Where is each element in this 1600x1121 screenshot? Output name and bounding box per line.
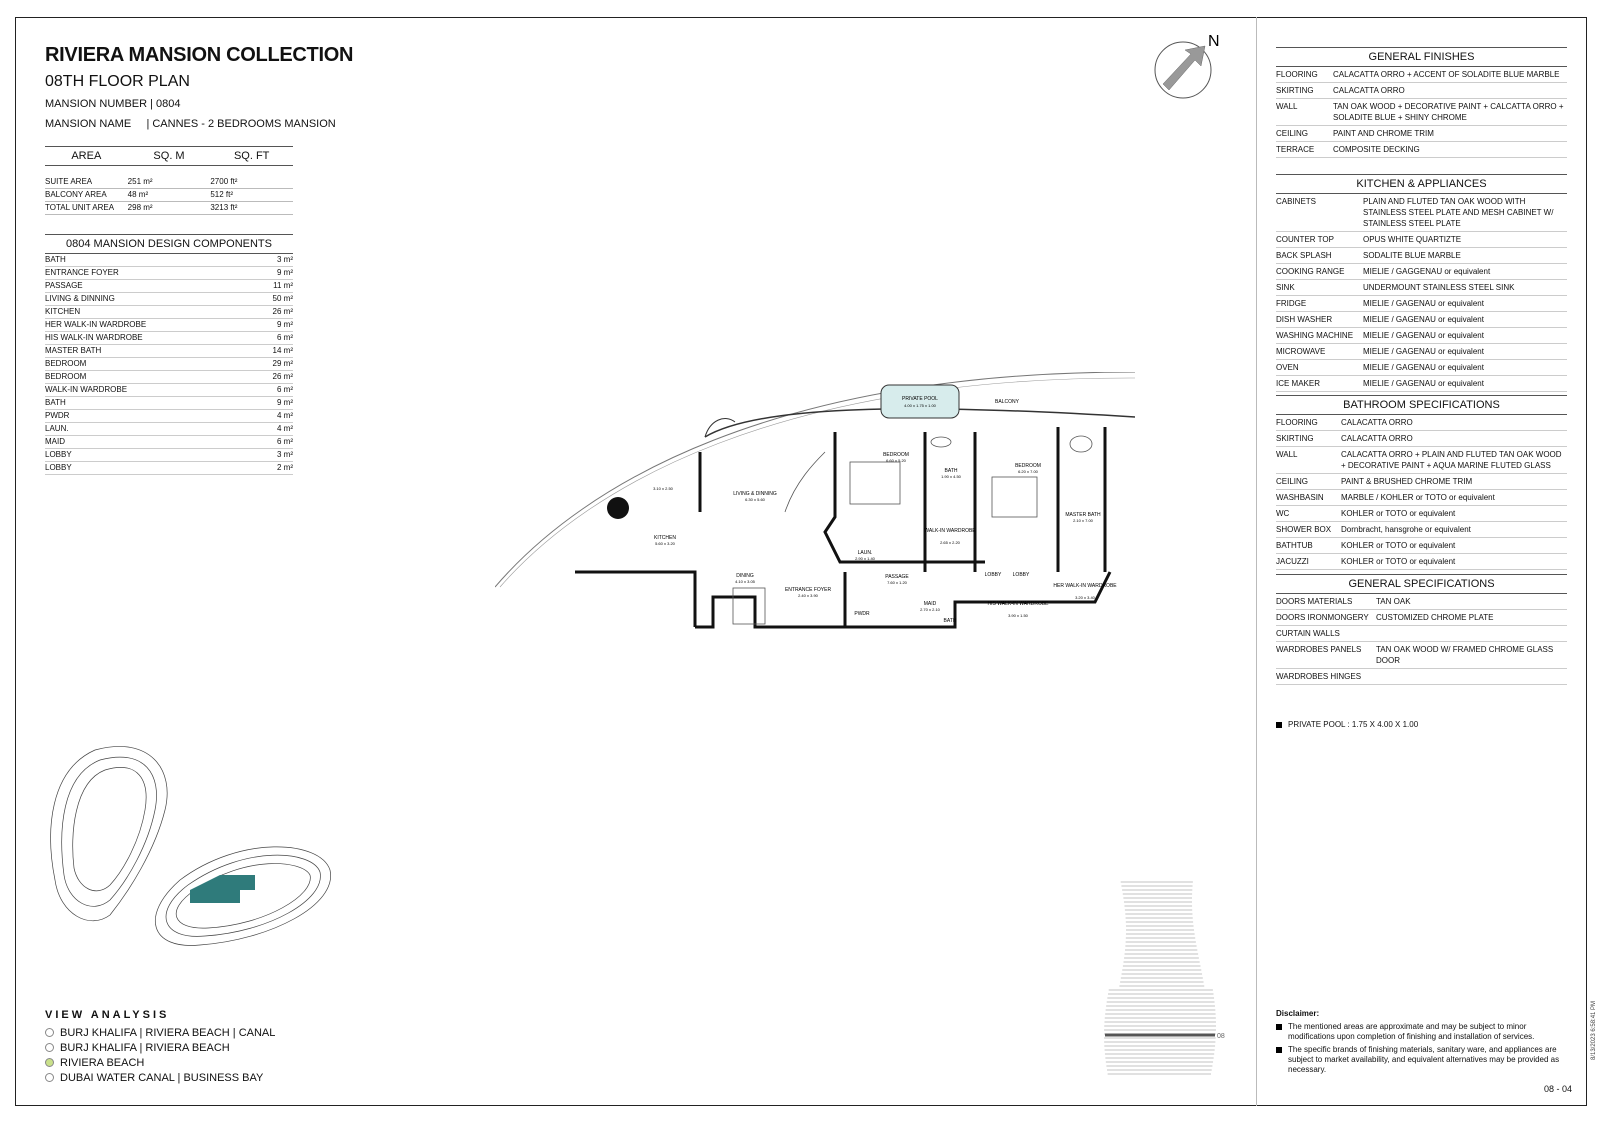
- spec-value: UNDERMOUNT STAINLESS STEEL SINK: [1363, 283, 1515, 292]
- room-dims: 2.65 x 2.20: [940, 540, 960, 545]
- spec-value: MIELIE / GAGGENAU or equivalent: [1363, 267, 1491, 276]
- component-value: 2 m²: [277, 463, 293, 472]
- spec-key: CEILING: [1276, 129, 1309, 138]
- spec-value: CALACATTA ORRO: [1341, 434, 1413, 443]
- tower-elevation: [1100, 878, 1230, 1083]
- row-label: BALCONY AREA: [45, 190, 107, 199]
- spec-key: FRIDGE: [1276, 299, 1307, 308]
- spec-row: [1276, 376, 1567, 392]
- view-item-label: BURJ KHALIFA | RIVIERA BEACH: [60, 1041, 230, 1054]
- room-label: WALK-IN WARDROBE: [924, 528, 976, 534]
- spec-row: [1276, 490, 1567, 506]
- room-label: BEDROOM: [1015, 463, 1041, 469]
- disclaimer-text: The mentioned areas are approximate and may be subject to minor modifications upon completion of finishing and installation of services.: [1288, 1022, 1535, 1041]
- spec-key: OVEN: [1276, 363, 1299, 372]
- component-label: BATH: [45, 255, 66, 264]
- component-row: [45, 449, 293, 462]
- pool-label: PRIVATE POOL: [902, 396, 938, 402]
- component-row: [45, 267, 293, 280]
- component-row: [45, 384, 293, 397]
- component-row: [45, 306, 293, 319]
- spec-row: [1276, 431, 1567, 447]
- component-label: ENTRANCE FOYER: [45, 268, 119, 277]
- kitchen-appliances: [1276, 174, 1567, 392]
- component-label: LAUN.: [45, 424, 69, 433]
- balcony-hatch-edge: [500, 378, 1135, 587]
- spec-value: TAN OAK WOOD + DECORATIVE PAINT + CALCATTA ORRO + SOLADITE BLUE + SHINY CHROME: [1333, 102, 1564, 122]
- north-arrow-icon: [1153, 32, 1225, 104]
- table-row: [45, 202, 293, 215]
- disclaimer: [1276, 1009, 1561, 1078]
- spec-value: PAINT AND CHROME TRIM: [1333, 129, 1434, 138]
- pool-note-text: PRIVATE POOL : 1.75 X 4.00 X 1.00: [1288, 720, 1419, 729]
- spec-row: [1276, 232, 1567, 248]
- spec-row: [1276, 554, 1567, 570]
- spec-row: [1276, 522, 1567, 538]
- spec-key: FLOORING: [1276, 70, 1318, 79]
- room-label: LOBBY: [984, 572, 1002, 578]
- row-sqft: 512 ft²: [210, 190, 234, 199]
- components-rows: [45, 254, 293, 475]
- pool-dims: 4.00 x 1.75 x 1.00: [904, 403, 936, 408]
- disclaimer-item: [1276, 1045, 1561, 1075]
- room-dims: 3.10 x 2.50: [653, 486, 673, 491]
- spec-row: [1276, 506, 1567, 522]
- component-label: MASTER BATH: [45, 346, 102, 355]
- spec-row: [1276, 99, 1567, 126]
- spec-key: COUNTER TOP: [1276, 235, 1334, 244]
- spec-row: [1276, 248, 1567, 264]
- component-row: [45, 293, 293, 306]
- spec-row: [1276, 447, 1567, 474]
- row-sqft: 2700 ft²: [210, 177, 238, 186]
- spec-key: CABINETS: [1276, 197, 1317, 206]
- component-value: 26 m²: [272, 372, 293, 381]
- row-label: SUITE AREA: [45, 177, 93, 186]
- component-row: [45, 319, 293, 332]
- bullet-icon: [1276, 722, 1282, 728]
- room-dims: 2.10 x 7.00: [1073, 518, 1093, 523]
- living-sofa: [785, 452, 825, 512]
- spec-row: [1276, 360, 1567, 376]
- spec-value: MIELIE / GAGENAU or equivalent: [1363, 331, 1484, 340]
- spec-key: COOKING RANGE: [1276, 267, 1345, 276]
- spec-key: SKIRTING: [1276, 86, 1314, 95]
- component-row: [45, 358, 293, 371]
- view-item: [45, 1070, 275, 1085]
- component-value: 9 m²: [277, 268, 293, 277]
- spec-value: MIELIE / GAGENAU or equivalent: [1363, 363, 1484, 372]
- component-value: 9 m²: [277, 320, 293, 329]
- spec-row: [1276, 126, 1567, 142]
- room-label: ENTRANCE FOYER: [784, 587, 832, 593]
- component-label: BATH: [45, 398, 66, 407]
- room-dims: 2.40 x 3.90: [798, 593, 818, 598]
- view-analysis-title: VIEW ANALYSIS: [45, 1009, 170, 1021]
- page-title: RIVIERA MANSION COLLECTION: [45, 44, 354, 66]
- balcony-outer-edge: [495, 372, 1135, 587]
- component-value: 6 m²: [277, 437, 293, 446]
- spec-row: [1276, 669, 1567, 685]
- spec-value: CALACATTA ORRO: [1333, 86, 1405, 95]
- spec-key: SKIRTING: [1276, 434, 1314, 443]
- view-swatch-icon: [45, 1073, 54, 1082]
- component-value: 14 m²: [272, 346, 293, 355]
- spec-value: KOHLER or TOTO or equivalent: [1341, 541, 1456, 550]
- view-item: [45, 1040, 275, 1055]
- row-sqm: 48 m²: [127, 190, 149, 199]
- spec-row: [1276, 194, 1567, 232]
- component-row: [45, 462, 293, 475]
- component-row: [45, 397, 293, 410]
- room-label: KITCHEN: [654, 535, 676, 541]
- mansion-name: MANSION NAME | CANNES - 2 BEDROOMS MANSION: [45, 118, 336, 130]
- component-row: [45, 345, 293, 358]
- spec-key: DOORS MATERIALS: [1276, 597, 1353, 606]
- room-label: BEDROOM: [883, 452, 909, 458]
- spec-value: CALACATTA ORRO + ACCENT OF SOLADITE BLUE MARBLE: [1333, 70, 1560, 79]
- component-row: [45, 280, 293, 293]
- spec-value: KOHLER or TOTO or equivalent: [1341, 557, 1456, 566]
- spec-key: DOORS IRONMONGERY: [1276, 613, 1369, 622]
- component-label: BEDROOM: [45, 359, 87, 368]
- spec-row: [1276, 142, 1567, 158]
- component-label: HIS WALK-IN WARDROBE: [45, 333, 143, 342]
- spec-row: [1276, 328, 1567, 344]
- view-item: [45, 1025, 275, 1040]
- spec-key: WC: [1276, 509, 1290, 518]
- spec-row: [1276, 67, 1567, 83]
- general-finishes: [1276, 47, 1567, 158]
- spec-key: BATHTUB: [1276, 541, 1313, 550]
- spec-value: [1376, 671, 1567, 682]
- spec-value: MARBLE / KOHLER or TOTO or equivalent: [1341, 493, 1495, 502]
- component-label: PASSAGE: [45, 281, 83, 290]
- bullet-icon: [1276, 1047, 1282, 1053]
- view-item-label: DUBAI WATER CANAL | BUSINESS BAY: [60, 1071, 264, 1084]
- component-label: LIVING & DINNING: [45, 294, 115, 303]
- bullet-icon: [1276, 1024, 1282, 1030]
- spec-row: [1276, 83, 1567, 99]
- room-dims: 2.90 x 1.40: [855, 556, 875, 561]
- component-value: 9 m²: [277, 398, 293, 407]
- row-sqm: 298 m²: [127, 203, 153, 212]
- room-label: LOBBY: [1012, 572, 1030, 578]
- area-table-header: [45, 146, 293, 166]
- column-divider: [1256, 17, 1257, 1106]
- component-value: 29 m²: [272, 359, 293, 368]
- component-value: 3 m²: [277, 450, 293, 459]
- component-row: [45, 410, 293, 423]
- spec-key: WASHING MACHINE: [1276, 331, 1354, 340]
- room-dims: 6.20 x 7.00: [1018, 469, 1038, 474]
- floor-plan-subtitle: 08TH FLOOR PLAN: [45, 73, 190, 90]
- spec-value: CALACATTA ORRO + PLAIN AND FLUTED TAN OAK WOOD + DECORATIVE PAINT + AQUA MARINE FLUTED GLASS: [1341, 450, 1562, 470]
- compass-label: N: [1208, 33, 1220, 50]
- spec-value: MIELIE / GAGENAU or equivalent: [1363, 299, 1484, 308]
- bathroom-specifications: [1276, 395, 1567, 570]
- spec-row: [1276, 626, 1567, 642]
- component-row: [45, 371, 293, 384]
- room-label: PWDR: [854, 611, 870, 617]
- room-label: MAID: [923, 601, 937, 607]
- component-label: MAID: [45, 437, 65, 446]
- view-swatch-icon: [45, 1058, 54, 1067]
- spec-key: WARDROBES HINGES: [1276, 672, 1362, 681]
- spec-value: SODALITE BLUE MARBLE: [1363, 251, 1461, 260]
- key-plan: [40, 740, 340, 970]
- spec-key: SINK: [1276, 283, 1295, 292]
- component-label: KITCHEN: [45, 307, 81, 316]
- view-analysis: [45, 1009, 275, 1085]
- spec-value: KOHLER or TOTO or equivalent: [1341, 509, 1456, 518]
- spec-value: MIELIE / GAGENAU or equivalent: [1363, 347, 1484, 356]
- page-number: 08 - 04: [1544, 1084, 1573, 1094]
- view-swatch-icon: [45, 1028, 54, 1037]
- spec-key: FLOORING: [1276, 418, 1318, 427]
- components-table: [45, 234, 293, 475]
- component-value: 6 m²: [277, 385, 293, 394]
- spec-value: TAN OAK: [1376, 597, 1411, 606]
- room-label: HER WALK-IN WARDROBE: [1053, 583, 1117, 589]
- balcony-label: BALCONY: [995, 399, 1019, 405]
- area-col-header: AREA: [71, 150, 102, 162]
- room-dims: 4.10 x 3.05: [735, 579, 755, 584]
- component-row: [45, 423, 293, 436]
- spec-row: [1276, 296, 1567, 312]
- spec-value: MIELIE / GAGENAU or equivalent: [1363, 315, 1484, 324]
- spec-key: ICE MAKER: [1276, 379, 1321, 388]
- room-label: HIS WALK-IN WARDROBE: [987, 601, 1049, 607]
- spec-value: [1376, 628, 1567, 639]
- row-sqm: 251 m²: [127, 177, 153, 186]
- view-item: [45, 1055, 275, 1070]
- spec-key: CURTAIN WALLS: [1276, 629, 1340, 638]
- spec-row: [1276, 474, 1567, 490]
- component-label: WALK-IN WARDROBE: [45, 385, 128, 394]
- mansion-number: MANSION NUMBER | 0804: [45, 98, 181, 110]
- room-dims: 3.90 x 1.50: [1008, 613, 1028, 618]
- disclaimer-text: The specific brands of finishing materials, sanitary ware, and appliances are subject to market availability, and equivalent alternatives may be provided as necessary.: [1288, 1045, 1560, 1074]
- row-label: TOTAL UNIT AREA: [45, 203, 115, 212]
- date-stamp: 8/13/2023 6:58:41 PM: [1591, 1000, 1597, 1060]
- bed-1: [850, 462, 900, 504]
- spec-row: [1276, 415, 1567, 431]
- view-item-label: BURJ KHALIFA | RIVIERA BEACH | CANAL: [60, 1026, 276, 1039]
- spec-key: SHOWER BOX: [1276, 525, 1332, 534]
- room-dims: 2.70 x 2.10: [920, 607, 940, 612]
- disclaimer-item: [1276, 1022, 1561, 1042]
- spec-key: DISH WASHER: [1276, 315, 1333, 324]
- spec-key: WARDROBES PANELS: [1276, 645, 1362, 654]
- component-row: [45, 436, 293, 449]
- component-value: 4 m²: [277, 411, 293, 420]
- component-value: 11 m²: [273, 281, 293, 290]
- room-label: DINING: [736, 573, 754, 579]
- spec-value: TAN OAK WOOD W/ FRAMED CHROME GLASS DOOR: [1376, 645, 1554, 665]
- spec-row: [1276, 538, 1567, 554]
- room-label: MASTER BATH: [1065, 512, 1101, 518]
- walls: [575, 427, 1110, 627]
- spec-value: CALACATTA ORRO: [1341, 418, 1413, 427]
- component-value: 4 m²: [277, 424, 293, 433]
- spec-row: [1276, 344, 1567, 360]
- floor-marker-label: 08: [1217, 1033, 1225, 1040]
- bed-2: [992, 477, 1037, 517]
- bathroom-title: BATHROOM SPECIFICATIONS: [1276, 395, 1567, 415]
- room-label: LIVING & DINNING: [733, 491, 777, 497]
- spec-value: PAINT & BRUSHED CHROME TRIM: [1341, 477, 1473, 486]
- general-specifications: [1276, 574, 1567, 685]
- room-dims: 1.90 x 4.50: [941, 474, 961, 479]
- component-row: [45, 332, 293, 345]
- spec-key: MICROWAVE: [1276, 347, 1326, 356]
- component-label: PWDR: [45, 411, 70, 420]
- area-table: [45, 146, 293, 215]
- spec-key: BACK SPLASH: [1276, 251, 1332, 260]
- bathtub-2: [1070, 436, 1092, 452]
- row-sqft: 3213 ft²: [210, 203, 238, 212]
- component-label: LOBBY: [45, 450, 72, 459]
- view-item-label: RIVIERA BEACH: [60, 1056, 145, 1069]
- component-label: BEDROOM: [45, 372, 87, 381]
- dining-table: [733, 588, 765, 624]
- spec-row: [1276, 264, 1567, 280]
- component-label: LOBBY: [45, 463, 72, 472]
- spec-value: CUSTOMIZED CHROME PLATE: [1376, 613, 1494, 622]
- component-value: 50 m²: [272, 294, 293, 303]
- spec-key: WALL: [1276, 102, 1298, 111]
- component-row: [45, 254, 293, 267]
- components-title: 0804 MANSION DESIGN COMPONENTS: [45, 234, 293, 254]
- spec-key: WALL: [1276, 450, 1298, 459]
- room-label: BATH: [943, 618, 957, 624]
- pool-note: [1276, 720, 1418, 729]
- bathtub-1: [931, 437, 951, 447]
- room-dims: 5.60 x 3.20: [655, 541, 675, 546]
- room-label: LAUN.: [857, 550, 873, 556]
- spec-key: JACUZZI: [1276, 557, 1309, 566]
- spec-value: MIELIE / GAGENAU or equivalent: [1363, 379, 1484, 388]
- spec-value: COMPOSITE DECKING: [1333, 145, 1420, 154]
- spec-key: CEILING: [1276, 477, 1309, 486]
- view-swatch-icon: [45, 1043, 54, 1052]
- component-label: HER WALK-IN WARDROBE: [45, 320, 147, 329]
- kitchen-column: [607, 497, 629, 519]
- room-dims: 6.60 x 5.20: [886, 458, 906, 463]
- sqft-col-header: SQ. FT: [233, 150, 270, 162]
- floor-plan: [495, 372, 1135, 655]
- table-row: [45, 189, 293, 202]
- spec-row: [1276, 642, 1567, 669]
- room-dims: 3.20 x 3.40: [1075, 595, 1095, 600]
- spec-value: Dornbracht, hansgrohe or equivalent: [1341, 525, 1471, 534]
- general-finishes-title: GENERAL FINISHES: [1276, 47, 1567, 67]
- spec-row: [1276, 312, 1567, 328]
- spec-row: [1276, 610, 1567, 626]
- spec-row: [1276, 280, 1567, 296]
- kitchen-title: KITCHEN & APPLIANCES: [1276, 174, 1567, 194]
- component-value: 26 m²: [272, 307, 293, 316]
- spec-value: OPUS WHITE QUARTIZTE: [1363, 235, 1462, 244]
- spec-key: WASHBASIN: [1276, 493, 1324, 502]
- disclaimer-title: Disclaimer:: [1276, 1009, 1320, 1018]
- room-label: PASSAGE: [885, 574, 909, 580]
- sqm-col-header: SQ. M: [153, 150, 185, 162]
- unit-highlight: [190, 875, 255, 903]
- component-value: 3 m²: [277, 255, 293, 264]
- spec-row: [1276, 594, 1567, 610]
- room-dims: 7.60 x 1.20: [887, 580, 907, 585]
- room-dims: 6.30 x 5.60: [745, 497, 765, 502]
- component-value: 6 m²: [277, 333, 293, 342]
- spec-value: PLAIN AND FLUTED TAN OAK WOOD WITH STAINLESS STEEL PLATE AND MESH CABINET W/ STAINLESS STEEL PLATE: [1363, 197, 1554, 228]
- room-label: BATH: [944, 468, 958, 474]
- table-row: [45, 176, 293, 189]
- spec-key: TERRACE: [1276, 145, 1315, 154]
- general-specs-title: GENERAL SPECIFICATIONS: [1276, 574, 1567, 594]
